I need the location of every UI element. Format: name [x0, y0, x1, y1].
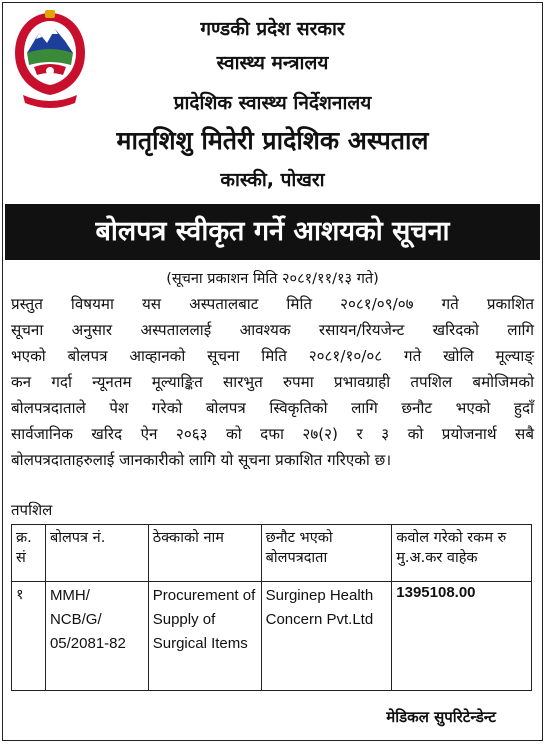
cell-selected-bidder: Surginep Health Concern Pvt.Ltd: [261, 582, 392, 691]
table-row: [12, 582, 532, 691]
cell-contract-name: Procurement of Supply of Surgical Items: [148, 582, 261, 691]
header-selected-bidder: छनौट भएको बोलपत्रदाता: [261, 525, 392, 582]
body-line: सार्वजानिक खरिद ऐन २०६३ को दफा २७(२) र ३ को प्रयोजनार्थ सबै: [11, 425, 534, 443]
notice-body: [11, 291, 534, 473]
government-name: गण्डकी प्रदेश सरकार: [200, 18, 345, 40]
body-line: भएको बोलपत्र आव्हानको सूचना मिति २०८१/१०/०८ गते खोलि मूल्याङ्: [11, 347, 534, 365]
publication-date: (सूचना प्रकाशन मिति २०८१/११/१३ गते): [166, 271, 379, 287]
body-line: बोलपत्रदाताले पेश गरेको बोलपत्र स्विकृतिको लागि छनौट भएको हुदाँ: [11, 399, 534, 417]
ministry-name: स्वास्थ्य मन्त्रालय: [216, 52, 329, 74]
hospital-name: मातृशिशु मितेरी प्रादेशिक अस्पताल: [116, 126, 429, 155]
header-bid-amount: कवोल गरेको रकम रु मु.अ.कर वाहेक: [392, 525, 532, 582]
table-header-row: [12, 525, 532, 582]
cell-bid-number: MMH/ NCB/G/ 05/2081-82: [45, 582, 148, 691]
body-line: बोलपत्रदाताहरुलाई जानकारीको लागि यो सूचना प्रकाशित गरिएको छ।: [11, 451, 392, 469]
header-bid-number: बोलपत्र नं.: [45, 525, 148, 582]
location: कास्की, पोखरा: [220, 169, 325, 191]
notice-title: बोलपत्र स्वीकृत गर्ने आशयको सूचना: [5, 204, 540, 260]
body-line: प्रस्तुत विषयमा यस अस्पतालबाट मिति २०८१/०९/०७ गते प्रकाशित: [11, 295, 534, 313]
body-line: कन गर्दा न्यूनतम मूल्याङ्कित सारभुत रुपमा प्रभावग्राही तपशिल बमोजिमको: [11, 373, 534, 391]
header-serial: क्र. सं: [12, 525, 46, 582]
signature-title: मेडिकल सुपरिटेन्डेन्ट: [386, 708, 496, 726]
cell-bid-amount: 1395108.00: [392, 582, 532, 691]
bid-table: [11, 524, 532, 691]
cell-serial: १: [12, 582, 46, 691]
directorate-name: प्रादेशिक स्वास्थ्य निर्देशनालय: [173, 92, 372, 114]
header-contract-name: ठेक्काको नाम: [148, 525, 261, 582]
body-line: सूचना अनुसार अस्पताललाई आवश्यक रसायन/रियजेन्ट खरिदको लागि: [11, 321, 534, 339]
notice-page: [2, 2, 543, 741]
tapasil-label: तपशिल: [11, 501, 53, 519]
